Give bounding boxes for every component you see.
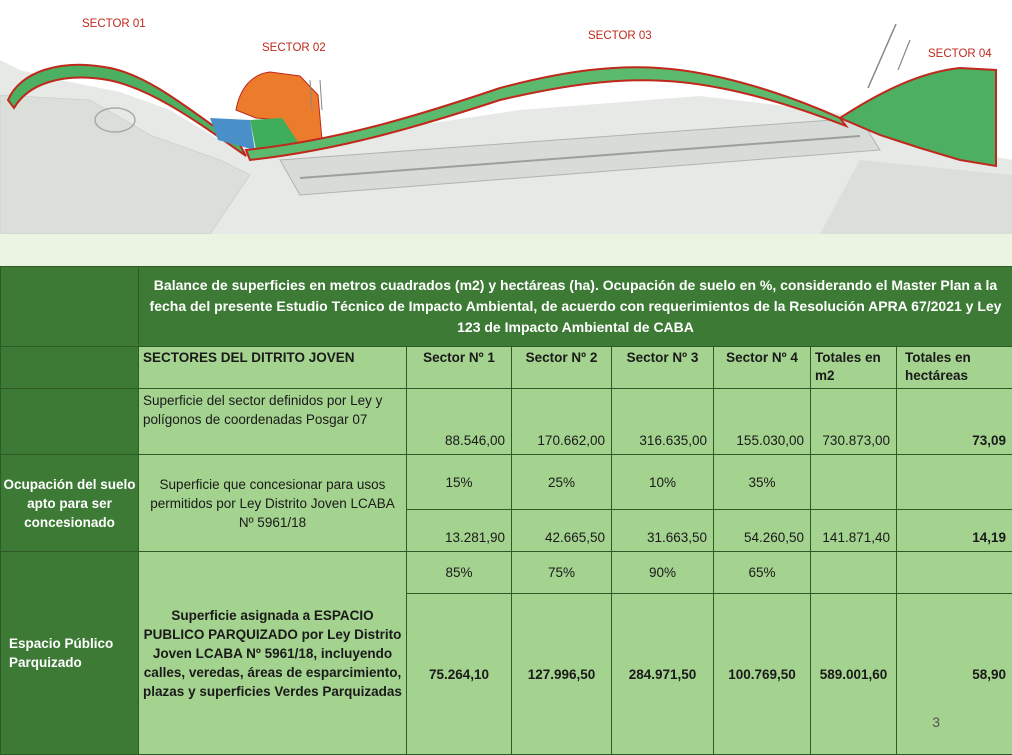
- header-totals-ha: Totales en hectáreas: [897, 347, 1012, 389]
- header-totals-m2: Totales en m2: [811, 347, 897, 389]
- header-sector-4: Sector Nº 4: [714, 347, 811, 389]
- master-plan-map: [0, 0, 1012, 234]
- public-pct-ha-empty: [897, 552, 1012, 594]
- public-space-desc: Superficie asignada a ESPACIO PUBLICO PARQUIZADO por Ley Distrito Joven LCABA Nº 5961/18, incluyendo calles, veredas, áreas de esparcimiento, plazas y superficies Verdes Parquizadas: [139, 552, 407, 755]
- surface-s4: 155.030,00: [714, 389, 811, 455]
- header-sector-3: Sector Nº 3: [612, 347, 714, 389]
- occupation-s3: 31.663,50: [612, 510, 714, 552]
- table-title: Balance de superficies en metros cuadrados (m2) y hectáreas (ha). Ocupación de suelo en %, considerando el Master Plan a la fecha del presente Estudio Técnico de Impacto Ambiental, de acuerdo con requerimientos de la Resolución APRA 67/2021 y Ley 123 de Impacto Ambiental de CABA: [139, 267, 1012, 347]
- occupation-total-ha: 14,19: [897, 510, 1012, 552]
- public-s4: 100.769,50: [714, 594, 811, 755]
- occupation-group-label: Ocupación del suelo apto para ser concesionado: [1, 455, 139, 552]
- public-total-m2: 589.001,60: [811, 594, 897, 755]
- occupation-desc: Superficie que concesionar para usos permitidos por Ley Distrito Joven LCABA Nº 5961/18: [139, 455, 407, 552]
- public-pct-s1: 85%: [407, 552, 512, 594]
- header-sectors: SECTORES DEL DITRITO JOVEN: [139, 347, 407, 389]
- header-sector-1: Sector Nº 1: [407, 347, 512, 389]
- page-number: 3: [932, 714, 940, 730]
- occupation-pct-s2: 25%: [512, 455, 612, 510]
- surface-s1: 88.546,00: [407, 389, 512, 455]
- public-s3: 284.971,50: [612, 594, 714, 755]
- sector-01-label: SECTOR 01: [82, 18, 146, 30]
- public-pct-s4: 65%: [714, 552, 811, 594]
- surface-total-ha: 73,09: [897, 389, 1012, 455]
- header-sector-2: Sector Nº 2: [512, 347, 612, 389]
- public-s2: 127.996,50: [512, 594, 612, 755]
- corner-cell: [1, 267, 139, 347]
- sector-02-label: SECTOR 02: [262, 42, 326, 54]
- occupation-s2: 42.665,50: [512, 510, 612, 552]
- occupation-pct-s4: 35%: [714, 455, 811, 510]
- surface-balance-table: [0, 266, 1012, 755]
- occupation-pct-total-empty: [811, 455, 897, 510]
- public-pct-s2: 75%: [512, 552, 612, 594]
- public-pct-total-empty: [811, 552, 897, 594]
- occupation-pct-ha-empty: [897, 455, 1012, 510]
- row-surface-desc: Superficie del sector definidos por Ley y polígonos de coordenadas Posgar 07: [139, 389, 407, 455]
- occupation-pct-s1: 15%: [407, 455, 512, 510]
- public-space-group-label: Espacio Público Parquizado: [1, 552, 139, 755]
- public-pct-s3: 90%: [612, 552, 714, 594]
- sector-04-label: SECTOR 04: [928, 48, 992, 60]
- public-s1: 75.264,10: [407, 594, 512, 755]
- public-total-ha: 58,90: [897, 594, 1012, 755]
- sector-03-label: SECTOR 03: [588, 30, 652, 42]
- occupation-s4: 54.260,50: [714, 510, 811, 552]
- occupation-s1: 13.281,90: [407, 510, 512, 552]
- surface-total-m2: 730.873,00: [811, 389, 897, 455]
- surface-s3: 316.635,00: [612, 389, 714, 455]
- header-empty-cell: [1, 347, 139, 389]
- occupation-total-m2: 141.871,40: [811, 510, 897, 552]
- surface-s2: 170.662,00: [512, 389, 612, 455]
- occupation-pct-s3: 10%: [612, 455, 714, 510]
- row-surface-label-cell: [1, 389, 139, 455]
